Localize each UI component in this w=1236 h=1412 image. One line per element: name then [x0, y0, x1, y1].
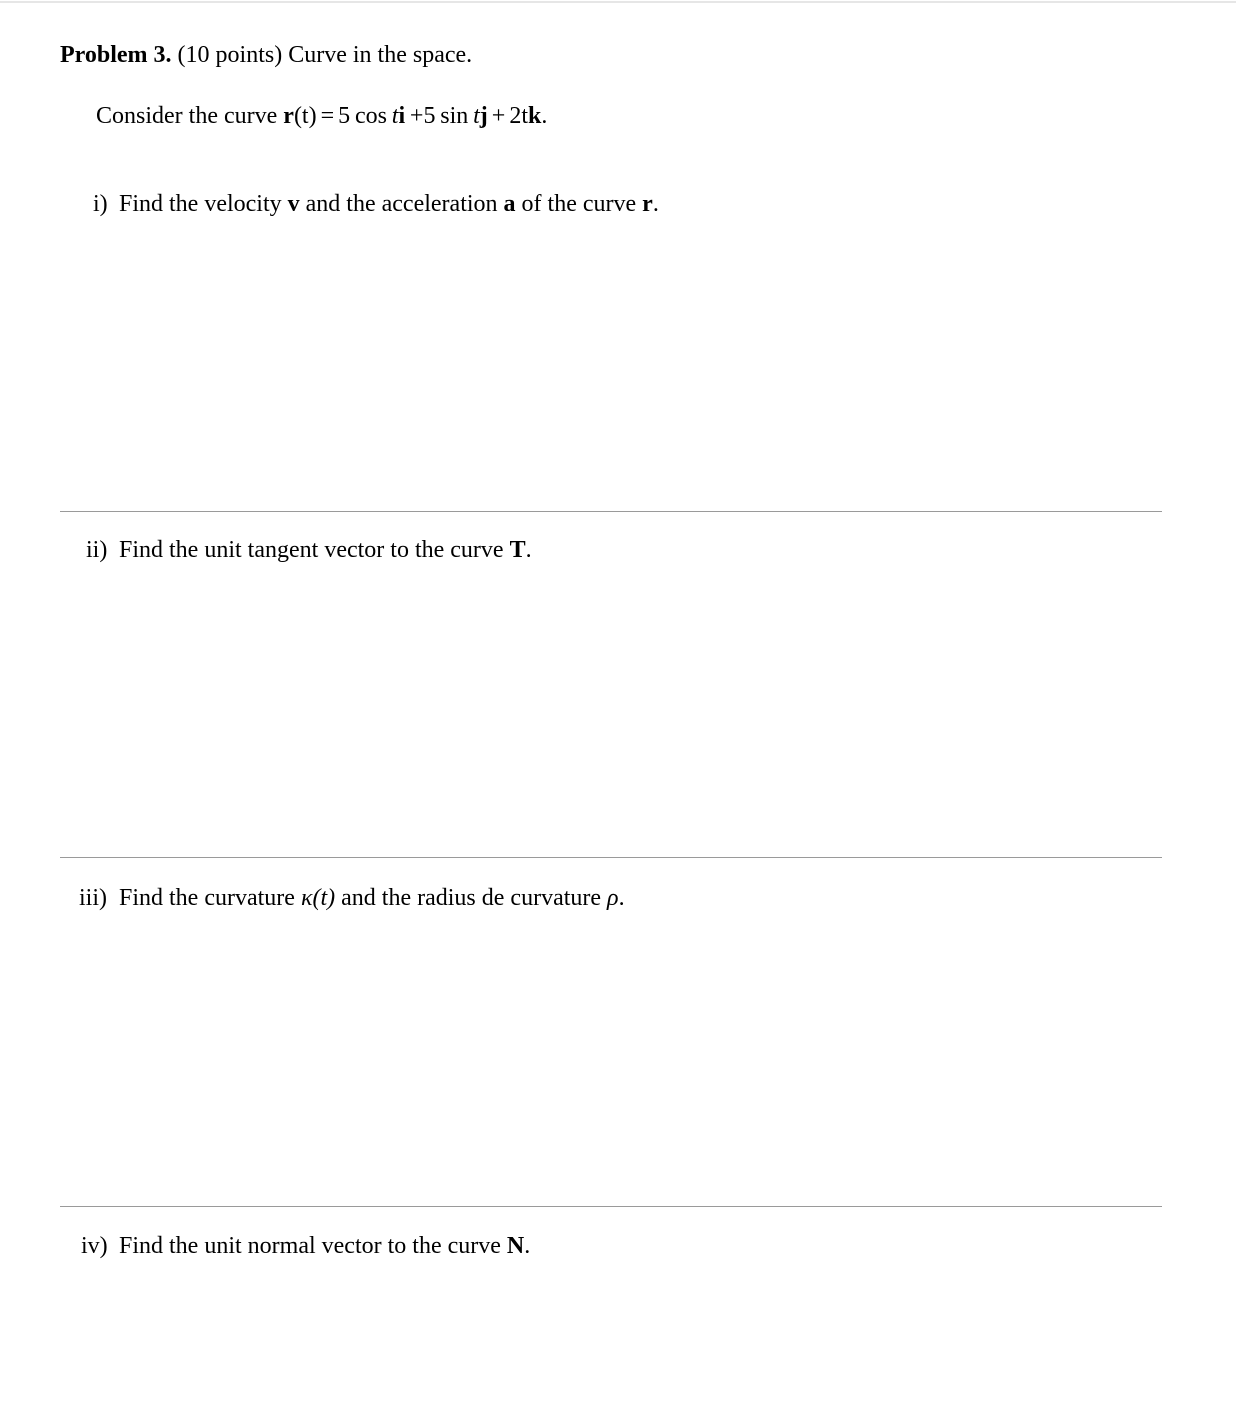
- intro-end: .: [541, 103, 548, 129]
- part-iii: [79, 883, 625, 913]
- part-iv-end: .: [524, 1233, 531, 1259]
- top-border: [0, 1, 1236, 3]
- eq-var-2: t: [473, 103, 480, 129]
- velocity-symbol: v: [287, 191, 300, 217]
- part-iv-number: iv): [81, 1233, 108, 1259]
- curve-equation: [283, 103, 541, 129]
- section-divider: [60, 1206, 1162, 1207]
- part-iv: [81, 1231, 530, 1261]
- eq-plus-2: +: [491, 103, 506, 129]
- part-ii-end: .: [525, 537, 532, 563]
- problem-title: Curve in the space.: [288, 42, 473, 68]
- part-i-end: .: [652, 191, 659, 217]
- eq-unit-i: i: [398, 103, 406, 129]
- intro-text: Consider the curve: [96, 103, 278, 129]
- eq-unit-j: j: [479, 103, 488, 129]
- tangent-symbol: T: [509, 537, 526, 563]
- rho-symbol: ρ: [607, 885, 619, 911]
- part-i-text-3: of the curve: [521, 191, 637, 217]
- problem-points: (10 points): [177, 42, 283, 68]
- section-divider: [60, 857, 1162, 858]
- curve-symbol: r: [642, 191, 653, 217]
- eq-var-1: t: [391, 103, 399, 129]
- problem-heading: [60, 40, 472, 70]
- eq-sin: sin: [440, 103, 469, 129]
- acceleration-symbol: a: [503, 191, 516, 217]
- eq-equals: =: [320, 103, 335, 129]
- part-ii-number: ii): [86, 537, 108, 563]
- eq-lhs-vector: r: [283, 103, 294, 129]
- part-i-number: i): [93, 191, 108, 217]
- part-ii-text: Find the unit tangent vector to the curve: [119, 537, 504, 563]
- kappa-arg: (t): [312, 885, 336, 911]
- part-iii-number: iii): [79, 885, 107, 911]
- part-i: [93, 189, 659, 219]
- eq-coef-1: 5: [338, 103, 351, 129]
- eq-cos: cos: [354, 103, 387, 129]
- section-divider: [60, 511, 1162, 512]
- eq-lhs-arg: (t): [293, 103, 317, 129]
- normal-symbol: N: [506, 1233, 525, 1259]
- eq-plus-1: +5: [409, 103, 436, 129]
- eq-unit-k: k: [528, 103, 542, 129]
- eq-coef-3: 2t: [509, 103, 528, 129]
- part-iii-text-2: and the radius de curvature: [341, 885, 602, 911]
- intro-statement: [96, 101, 547, 131]
- problem-label: Problem 3.: [60, 42, 172, 68]
- part-i-text-1: Find the velocity: [119, 191, 282, 217]
- part-iv-text: Find the unit normal vector to the curve: [119, 1233, 501, 1259]
- part-iii-text-1: Find the curvature: [119, 885, 295, 911]
- part-ii: [86, 535, 532, 565]
- part-iii-end: .: [618, 885, 625, 911]
- kappa-symbol: κ: [300, 885, 313, 911]
- part-i-text-2: and the acceleration: [305, 191, 498, 217]
